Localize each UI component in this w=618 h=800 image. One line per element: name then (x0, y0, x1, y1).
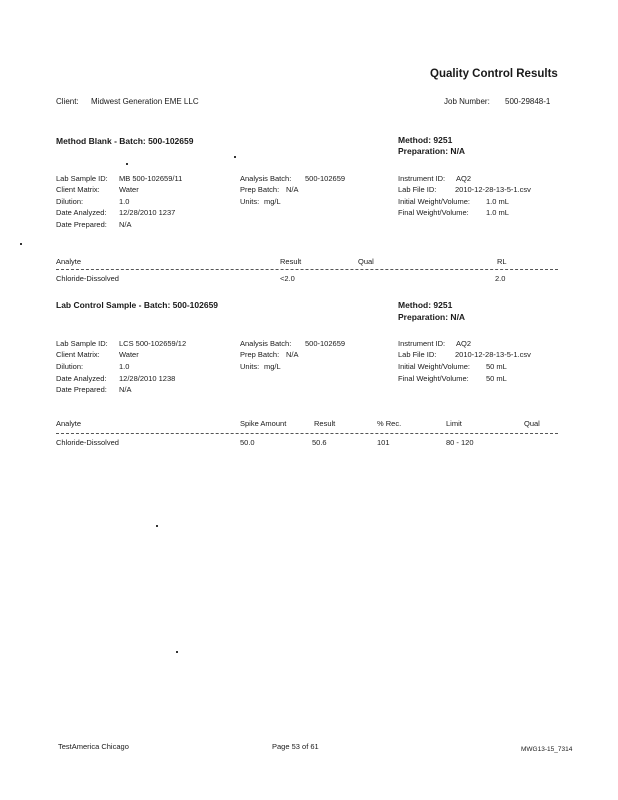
mb-instrument-id-value: AQ2 (456, 174, 472, 183)
job-number-value: 500-29848-1 (505, 97, 551, 106)
lcs-final-volume-label: Final Weight/Volume: (398, 374, 469, 383)
mb-col-analyte: Analyte (56, 257, 82, 266)
lcs-analysis-batch-label: Analysis Batch: (240, 339, 292, 348)
lcs-table-rule (56, 433, 558, 434)
mb-initial-volume-label: Initial Weight/Volume: (398, 197, 470, 206)
mb-initial-volume-value: 1.0 mL (486, 197, 509, 206)
mb-lab-file-id-label: Lab File ID: (398, 185, 437, 194)
lcs-date-prepared-value: N/A (119, 385, 132, 394)
mb-final-volume-value: 1.0 mL (486, 208, 509, 217)
lcs-initial-volume-value: 50 mL (486, 362, 507, 371)
mb-lab-file-id-value: 2010-12-28-13-5-1.csv (455, 185, 531, 194)
footer-lab-name: TestAmerica Chicago (58, 742, 129, 751)
mb-analysis-batch-label: Analysis Batch: (240, 174, 292, 183)
mb-date-prepared-label: Date Prepared: (56, 220, 107, 229)
client-label: Client: (56, 97, 79, 106)
scan-speck (156, 525, 158, 527)
mb-dilution-value: 1.0 (119, 197, 130, 206)
lcs-lab-sample-id-value: LCS 500-102659/12 (119, 339, 187, 348)
lcs-row-spike: 50.0 (240, 438, 255, 447)
lcs-dilution-label: Dilution: (56, 362, 84, 371)
client-value: Midwest Generation EME LLC (91, 97, 199, 106)
mb-lab-sample-id-label: Lab Sample ID: (56, 174, 108, 183)
lcs-col-spike: Spike Amount (240, 419, 287, 428)
mb-client-matrix-value: Water (119, 185, 139, 194)
scan-speck (176, 651, 178, 653)
lcs-lab-file-id-label: Lab File ID: (398, 350, 437, 359)
lcs-col-qual: Qual (524, 419, 540, 428)
method-blank-heading: Method Blank - Batch: 500-102659 (56, 136, 194, 146)
mb-instrument-id-label: Instrument ID: (398, 174, 446, 183)
job-number-label: Job Number: (444, 97, 490, 106)
lcs-client-matrix-label: Client Matrix: (56, 350, 100, 359)
scan-speck (20, 243, 22, 245)
lcs-dilution-value: 1.0 (119, 362, 130, 371)
mb-analysis-batch-value: 500-102659 (305, 174, 346, 183)
lcs-initial-volume-label: Initial Weight/Volume: (398, 362, 470, 371)
mb-date-analyzed-label: Date Analyzed: (56, 208, 107, 217)
lcs-row-rec: 101 (377, 438, 390, 447)
lcs-prep-batch-label: Prep Batch: (240, 350, 280, 359)
mb-units-value: mg/L (264, 197, 281, 206)
lcs-units-value: mg/L (264, 362, 281, 371)
footer-document-id: MWG13-15_7314 (521, 746, 573, 753)
mb-row-result: <2.0 (280, 274, 295, 283)
mb-col-qual: Qual (358, 257, 374, 266)
lcs-row-analyte: Chloride-Dissolved (56, 438, 119, 447)
mb-table-rule (56, 269, 558, 270)
lcs-method: Method: 9251 (398, 300, 453, 310)
lcs-col-analyte: Analyte (56, 419, 82, 428)
lcs-row-result: 50.6 (312, 438, 327, 447)
lcs-client-matrix-value: Water (119, 350, 139, 359)
mb-date-prepared-value: N/A (119, 220, 132, 229)
lcs-col-limit: Limit (446, 419, 462, 428)
lcs-preparation: Preparation: N/A (398, 312, 466, 322)
lcs-date-analyzed-value: 12/28/2010 1238 (119, 374, 176, 383)
mb-col-result: Result (280, 257, 302, 266)
mb-row-rl: 2.0 (495, 274, 506, 283)
lcs-instrument-id-value: AQ2 (456, 339, 472, 348)
mb-row-analyte: Chloride-Dissolved (56, 274, 119, 283)
lcs-heading: Lab Control Sample - Batch: 500-102659 (56, 300, 219, 310)
lcs-row-limit: 80 - 120 (446, 438, 474, 447)
mb-col-rl: RL (497, 257, 507, 266)
lcs-lab-sample-id-label: Lab Sample ID: (56, 339, 108, 348)
mb-date-analyzed-value: 12/28/2010 1237 (119, 208, 176, 217)
mb-dilution-label: Dilution: (56, 197, 84, 206)
method-blank-preparation: Preparation: N/A (398, 146, 466, 156)
mb-final-volume-label: Final Weight/Volume: (398, 208, 469, 217)
lcs-date-analyzed-label: Date Analyzed: (56, 374, 107, 383)
mb-units-label: Units: (240, 197, 260, 206)
lcs-analysis-batch-value: 500-102659 (305, 339, 346, 348)
lcs-lab-file-id-value: 2010-12-28-13-5-1.csv (455, 350, 531, 359)
page-title: Quality Control Results (430, 68, 558, 80)
method-blank-method: Method: 9251 (398, 135, 453, 145)
lcs-col-result: Result (314, 419, 336, 428)
scan-speck (234, 156, 236, 158)
scan-speck (126, 163, 128, 165)
mb-client-matrix-label: Client Matrix: (56, 185, 100, 194)
lcs-col-rec: % Rec. (377, 419, 402, 428)
lcs-instrument-id-label: Instrument ID: (398, 339, 446, 348)
mb-prep-batch-label: Prep Batch: (240, 185, 280, 194)
lcs-units-label: Units: (240, 362, 260, 371)
footer-page-number: Page 53 of 61 (272, 742, 319, 751)
mb-prep-batch-value: N/A (286, 185, 299, 194)
lcs-prep-batch-value: N/A (286, 350, 299, 359)
mb-lab-sample-id-value: MB 500-102659/11 (119, 174, 183, 183)
lcs-final-volume-value: 50 mL (486, 374, 507, 383)
lcs-date-prepared-label: Date Prepared: (56, 385, 107, 394)
